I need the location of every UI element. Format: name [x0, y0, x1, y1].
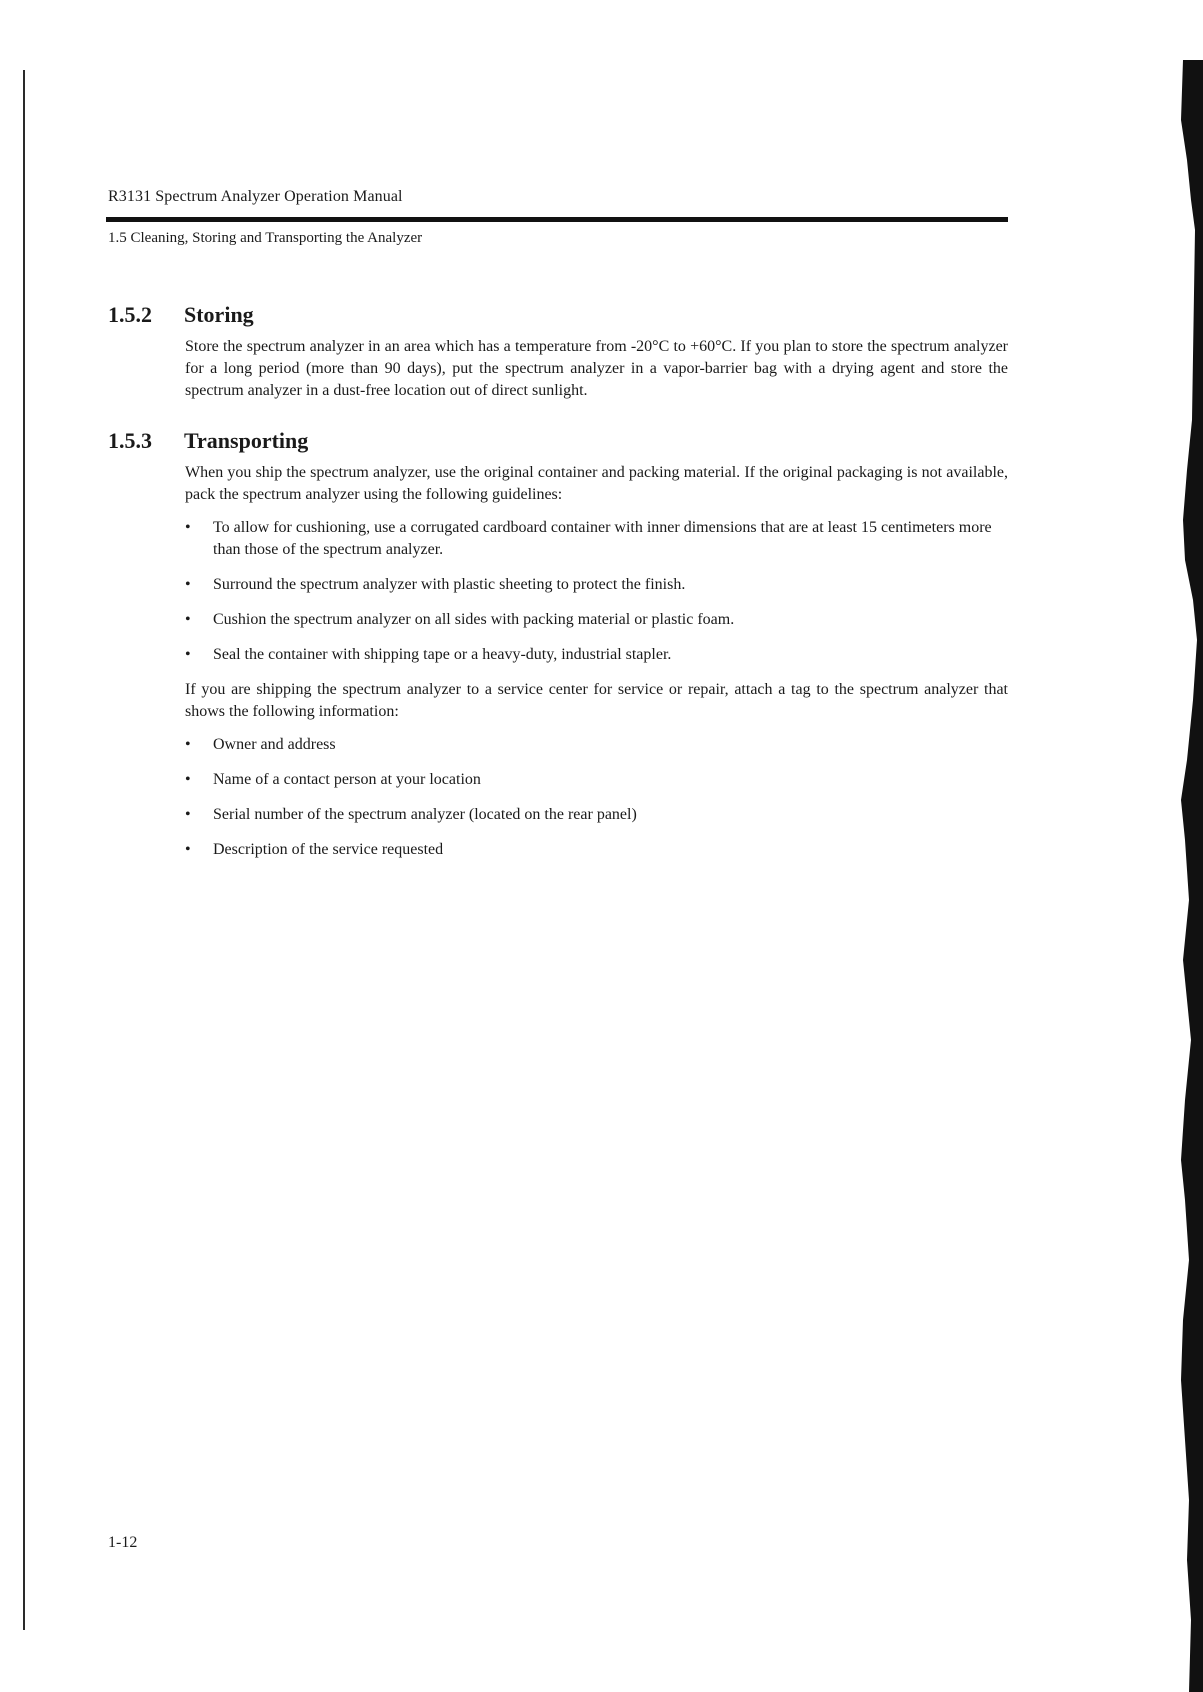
service-paragraph: If you are shipping the spectrum analyzer to a service center for service or repair, attach a tag to the spectrum analyzer that shows the following information:	[185, 681, 1008, 720]
tag-info-list	[185, 734, 1008, 861]
manual-title: R3131 Spectrum Analyzer Operation Manual	[108, 188, 403, 205]
bullet-icon: •	[185, 736, 191, 753]
bullet-icon: •	[185, 771, 191, 788]
section-title: Storing	[184, 302, 254, 327]
storing-paragraph: Store the spectrum analyzer in an area which has a temperature from -20°C to +60°C. If you plan to store the spectrum analyzer for a long period (more than 90 days), put the spectrum analyzer in a vapor-barrier bag with a drying agent and store the spectrum analyzer in a dust-free location out of direct sunlight.	[185, 338, 1008, 399]
section-breadcrumb: 1.5 Cleaning, Storing and Transporting the Analyzer	[108, 230, 423, 246]
packing-guidelines-list	[185, 517, 1008, 666]
page-number: 1-12	[108, 1534, 138, 1551]
bullet-icon: •	[185, 519, 191, 536]
section-number: 1.5.3	[108, 428, 152, 453]
list-item: • Description of the service requested	[185, 839, 1008, 861]
section-body	[185, 462, 1008, 861]
section-body	[185, 336, 1008, 402]
bullet-icon: •	[185, 841, 191, 858]
section-heading	[108, 302, 1008, 328]
list-item: • Owner and address	[185, 734, 1008, 756]
section-heading	[108, 428, 1008, 454]
list-item: • Cushion the spectrum analyzer on all sides with packing material or plastic foam.	[185, 609, 1008, 631]
list-item: • Surround the spectrum analyzer with plastic sheeting to protect the finish.	[185, 574, 1008, 596]
binding-edge-line	[23, 70, 25, 1630]
bullet-icon: •	[185, 646, 191, 663]
bullet-icon: •	[185, 806, 191, 823]
torn-page-edge	[1143, 0, 1203, 1692]
section-number: 1.5.2	[108, 302, 152, 327]
bullet-icon: •	[185, 611, 191, 628]
transporting-paragraph: When you ship the spectrum analyzer, use the original container and packing material. If the original packaging is not available, pack the spectrum analyzer using the following guidelines:	[185, 464, 1008, 503]
list-item: • To allow for cushioning, use a corrugated cardboard container with inner dimensions that are at least 15 centimeters more than those of the spectrum analyzer.	[185, 519, 992, 558]
section-transporting	[108, 428, 1008, 874]
bullet-icon: •	[185, 576, 191, 593]
list-item: • Seal the container with shipping tape or a heavy-duty, industrial stapler.	[185, 644, 1008, 666]
section-storing	[108, 302, 1008, 413]
list-item: • Serial number of the spectrum analyzer (located on the rear panel)	[185, 804, 1008, 826]
header-rule	[106, 217, 1008, 222]
list-item: • Name of a contact person at your location	[185, 769, 1008, 791]
section-title: Transporting	[184, 428, 309, 453]
